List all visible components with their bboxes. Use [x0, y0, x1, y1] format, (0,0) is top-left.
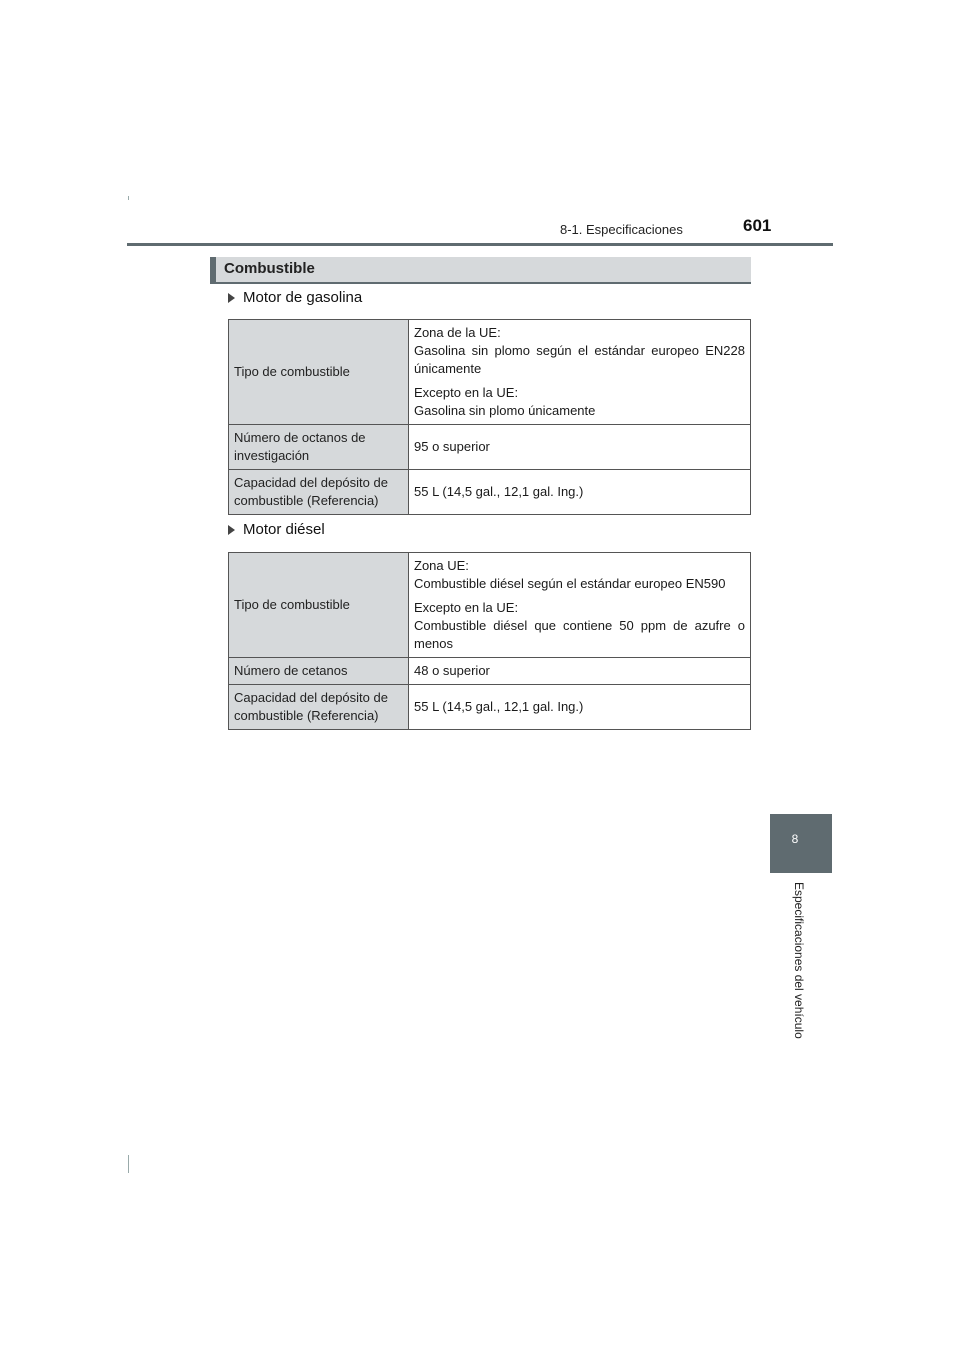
- row-value: [409, 553, 751, 658]
- row-value: [409, 320, 751, 425]
- gasoline-spec-table: [228, 319, 751, 515]
- section-heading-bar: [210, 257, 751, 284]
- row-value: [409, 470, 751, 515]
- value-paragraph: 95 o superior: [414, 439, 490, 454]
- diesel-subheading: [228, 521, 325, 538]
- table-row: [229, 425, 751, 470]
- row-value: [409, 685, 751, 730]
- table-row: [229, 685, 751, 730]
- value-paragraph: Excepto en la UE: Gasolina sin plomo únicamente: [414, 385, 596, 418]
- row-label: Capacidad del depósito de combustible (Referencia): [229, 685, 409, 730]
- gasoline-subheading: [228, 289, 362, 306]
- table-row: [229, 553, 751, 658]
- gasoline-subheading-text: Motor de gasolina: [243, 289, 363, 306]
- table-row: [229, 658, 751, 685]
- table-row: [229, 320, 751, 425]
- header-rule: [127, 243, 833, 246]
- value-paragraph: Excepto en la UE: Combustible diésel que contiene 50 ppm de azufre o menos: [414, 600, 745, 651]
- row-label: Capacidad del depósito de combustible (Referencia): [229, 470, 409, 515]
- row-value: [409, 658, 751, 685]
- heading-accent: [210, 257, 216, 284]
- crop-mark-top: [128, 196, 129, 200]
- diesel-spec-table: [228, 552, 751, 730]
- row-label: Tipo de combustible: [229, 553, 409, 658]
- chapter-label: Especificaciones del vehículo: [792, 882, 806, 1039]
- diesel-subheading-text: Motor diésel: [243, 521, 325, 538]
- value-paragraph: 55 L (14,5 gal., 12,1 gal. Ing.): [414, 699, 584, 714]
- chapter-tab: [770, 814, 832, 873]
- triangle-bullet-icon: [228, 525, 235, 535]
- row-label: Número de cetanos: [229, 658, 409, 685]
- value-paragraph: Zona de la UE: Gasolina sin plomo según el estándar europeo EN228 únicamente: [414, 325, 745, 376]
- row-label: Tipo de combustible: [229, 320, 409, 425]
- triangle-bullet-icon: [228, 293, 235, 303]
- chapter-number: 8: [791, 832, 799, 846]
- section-heading: Combustible: [224, 260, 315, 277]
- page-number: 601: [743, 216, 772, 235]
- value-paragraph: 55 L (14,5 gal., 12,1 gal. Ing.): [414, 484, 584, 499]
- crop-mark-bottom: [128, 1155, 129, 1173]
- value-paragraph: Zona UE: Combustible diésel según el estándar europeo EN590: [414, 558, 726, 591]
- section-title: 8-1. Especificaciones: [560, 222, 683, 237]
- table-row: [229, 470, 751, 515]
- value-paragraph: 48 o superior: [414, 663, 490, 678]
- row-value: [409, 425, 751, 470]
- row-label: Número de octanos de investigación: [229, 425, 409, 470]
